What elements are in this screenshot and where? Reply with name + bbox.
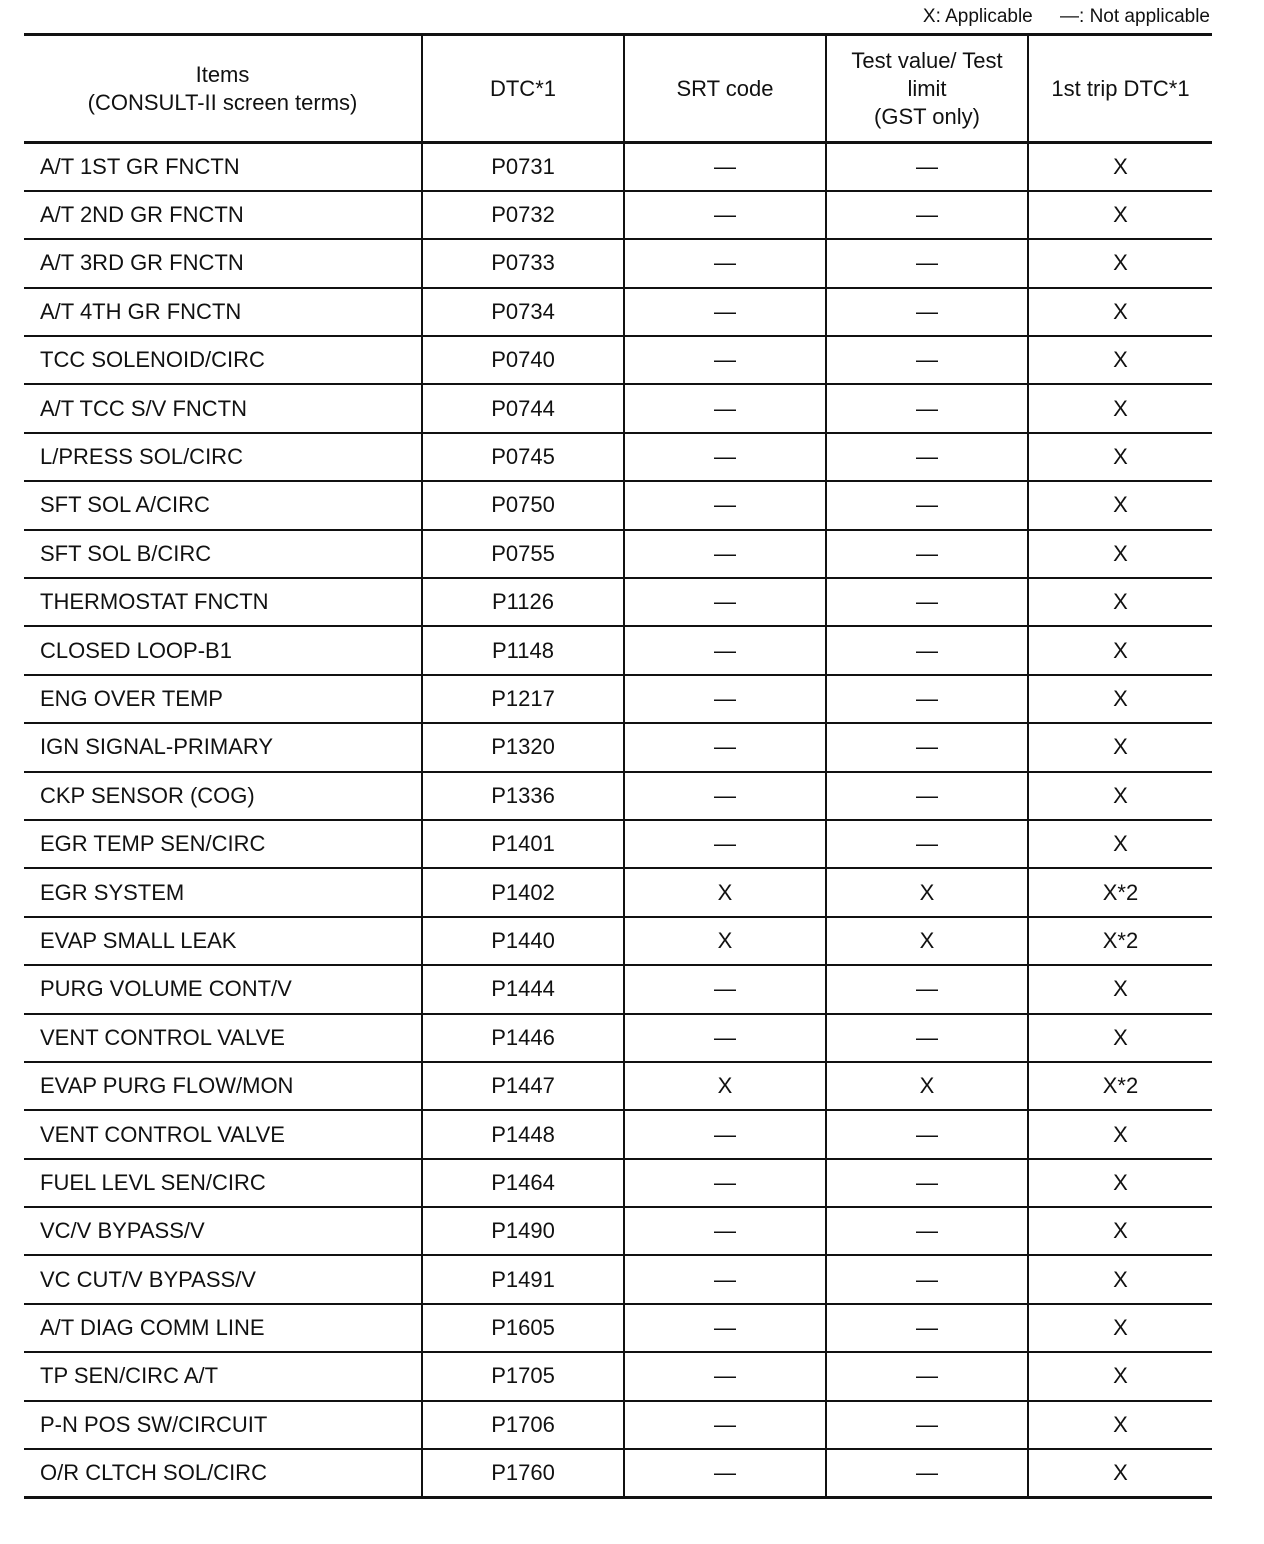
cell-dtc: P0745 [422,433,624,481]
cell-dtc: P1490 [422,1207,624,1255]
cell-1st-trip-dtc: X [1028,433,1212,481]
cell-test-value: X [826,917,1028,965]
cell-dtc: P0755 [422,530,624,578]
cell-srt-code: — [624,1401,826,1449]
cell-1st-trip-dtc: X [1028,820,1212,868]
cell-srt-code: — [624,143,826,191]
cell-1st-trip-dtc: X [1028,1304,1212,1352]
table-row [24,820,1212,868]
cell-test-value: X [826,1062,1028,1110]
table-row [24,868,1212,916]
cell-item: A/T 3RD GR FNCTN [24,239,422,287]
header-test-value: Test value/ Test limit (GST only) [826,35,1028,143]
cell-item: A/T TCC S/V FNCTN [24,384,422,432]
cell-1st-trip-dtc: X [1028,675,1212,723]
cell-test-value: — [826,143,1028,191]
cell-dtc: P0744 [422,384,624,432]
table-header [24,35,1212,143]
cell-srt-code: X [624,1062,826,1110]
cell-1st-trip-dtc: X [1028,481,1212,529]
cell-srt-code: — [624,530,826,578]
cell-item: VC CUT/V BYPASS/V [24,1255,422,1303]
cell-srt-code: X [624,868,826,916]
cell-srt-code: — [624,772,826,820]
cell-test-value: — [826,530,1028,578]
cell-dtc: P1705 [422,1352,624,1400]
cell-srt-code: — [624,1449,826,1497]
cell-srt-code: — [624,1159,826,1207]
cell-dtc: P1440 [422,917,624,965]
cell-srt-code: — [624,1255,826,1303]
cell-item: VC/V BYPASS/V [24,1207,422,1255]
cell-1st-trip-dtc: X [1028,772,1212,820]
cell-test-value: — [826,336,1028,384]
cell-srt-code: — [624,578,826,626]
cell-srt-code: — [624,384,826,432]
cell-srt-code: — [624,1352,826,1400]
table-row [24,288,1212,336]
cell-dtc: P1401 [422,820,624,868]
cell-test-value: — [826,820,1028,868]
header-row [24,35,1212,143]
cell-test-value: — [826,578,1028,626]
cell-test-value: — [826,1207,1028,1255]
cell-item: A/T 1ST GR FNCTN [24,143,422,191]
cell-item: CLOSED LOOP-B1 [24,626,422,674]
table-row [24,723,1212,771]
cell-item: ENG OVER TEMP [24,675,422,723]
cell-1st-trip-dtc: X [1028,1014,1212,1062]
cell-dtc: P1148 [422,626,624,674]
legend-not-applicable: —: Not applicable [1060,6,1210,27]
cell-dtc: P1444 [422,965,624,1013]
cell-dtc: P0733 [422,239,624,287]
cell-test-value: X [826,868,1028,916]
cell-test-value: — [826,433,1028,481]
legend-applicable: X: Applicable [922,6,1033,27]
header-1st-trip-dtc: 1st trip DTC*1 [1028,35,1212,143]
cell-dtc: P1402 [422,868,624,916]
cell-1st-trip-dtc: X*2 [1028,868,1212,916]
table-row [24,433,1212,481]
cell-item: EGR TEMP SEN/CIRC [24,820,422,868]
table-row [24,384,1212,432]
cell-test-value: — [826,239,1028,287]
cell-dtc: P1336 [422,772,624,820]
table-row [24,1304,1212,1352]
table-row [24,917,1212,965]
cell-1st-trip-dtc: X [1028,1255,1212,1303]
cell-1st-trip-dtc: X*2 [1028,1062,1212,1110]
cell-dtc: P0734 [422,288,624,336]
cell-srt-code: — [624,1110,826,1158]
cell-1st-trip-dtc: X [1028,384,1212,432]
cell-test-value: — [826,1304,1028,1352]
table-row [24,578,1212,626]
cell-item: A/T 2ND GR FNCTN [24,191,422,239]
cell-test-value: — [826,481,1028,529]
cell-test-value: — [826,1110,1028,1158]
cell-srt-code: — [624,1207,826,1255]
cell-item: PURG VOLUME CONT/V [24,965,422,1013]
table-row [24,1255,1212,1303]
cell-1st-trip-dtc: X [1028,530,1212,578]
cell-srt-code: — [624,288,826,336]
cell-test-value: — [826,1159,1028,1207]
table-row [24,772,1212,820]
cell-dtc: P1464 [422,1159,624,1207]
table-row [24,1110,1212,1158]
cell-srt-code: X [624,917,826,965]
table-row [24,1449,1212,1497]
cell-item: TCC SOLENOID/CIRC [24,336,422,384]
cell-test-value: — [826,965,1028,1013]
cell-1st-trip-dtc: X [1028,1207,1212,1255]
cell-srt-code: — [624,626,826,674]
cell-srt-code: — [624,336,826,384]
cell-item: O/R CLTCH SOL/CIRC [24,1449,422,1497]
cell-item: VENT CONTROL VALVE [24,1014,422,1062]
cell-item: CKP SENSOR (COG) [24,772,422,820]
cell-srt-code: — [624,239,826,287]
cell-test-value: — [826,626,1028,674]
cell-dtc: P1217 [422,675,624,723]
table-row [24,481,1212,529]
cell-item: A/T 4TH GR FNCTN [24,288,422,336]
cell-test-value: — [826,288,1028,336]
cell-test-value: — [826,1352,1028,1400]
cell-srt-code: — [624,433,826,481]
cell-dtc: P1446 [422,1014,624,1062]
cell-test-value: — [826,1401,1028,1449]
cell-test-value: — [826,675,1028,723]
cell-item: EVAP SMALL LEAK [24,917,422,965]
cell-item: SFT SOL B/CIRC [24,530,422,578]
cell-1st-trip-dtc: X [1028,288,1212,336]
cell-1st-trip-dtc: X [1028,1159,1212,1207]
table-row [24,1062,1212,1110]
cell-item: A/T DIAG COMM LINE [24,1304,422,1352]
table-row [24,336,1212,384]
cell-item: SFT SOL A/CIRC [24,481,422,529]
table-row [24,626,1212,674]
cell-dtc: P0732 [422,191,624,239]
cell-1st-trip-dtc: X*2 [1028,917,1212,965]
cell-1st-trip-dtc: X [1028,723,1212,771]
table-row [24,675,1212,723]
cell-test-value: — [826,191,1028,239]
cell-1st-trip-dtc: X [1028,336,1212,384]
cell-srt-code: — [624,723,826,771]
table-row [24,239,1212,287]
cell-item: TP SEN/CIRC A/T [24,1352,422,1400]
cell-srt-code: — [624,191,826,239]
cell-dtc: P1760 [422,1449,624,1497]
cell-dtc: P1491 [422,1255,624,1303]
cell-item: L/PRESS SOL/CIRC [24,433,422,481]
cell-test-value: — [826,1255,1028,1303]
table-body [24,143,1212,1498]
cell-srt-code: — [624,481,826,529]
cell-dtc: P0740 [422,336,624,384]
cell-test-value: — [826,1449,1028,1497]
cell-item: EVAP PURG FLOW/MON [24,1062,422,1110]
cell-dtc: P0750 [422,481,624,529]
cell-1st-trip-dtc: X [1028,1401,1212,1449]
cell-srt-code: — [624,965,826,1013]
cell-dtc: P1447 [422,1062,624,1110]
cell-test-value: — [826,772,1028,820]
cell-1st-trip-dtc: X [1028,1110,1212,1158]
cell-item: VENT CONTROL VALVE [24,1110,422,1158]
cell-item: FUEL LEVL SEN/CIRC [24,1159,422,1207]
cell-1st-trip-dtc: X [1028,143,1212,191]
cell-1st-trip-dtc: X [1028,965,1212,1013]
cell-item: THERMOSTAT FNCTN [24,578,422,626]
header-items: Items (CONSULT-II screen terms) [24,35,422,143]
header-dtc: DTC*1 [422,35,624,143]
table-row [24,1014,1212,1062]
cell-test-value: — [826,384,1028,432]
cell-dtc: P0731 [422,143,624,191]
cell-1st-trip-dtc: X [1028,1352,1212,1400]
table-row [24,1159,1212,1207]
cell-dtc: P1706 [422,1401,624,1449]
cell-dtc: P1320 [422,723,624,771]
cell-test-value: — [826,723,1028,771]
cell-srt-code: — [624,820,826,868]
table-row [24,965,1212,1013]
table-row [24,1401,1212,1449]
cell-1st-trip-dtc: X [1028,1449,1212,1497]
dtc-table [24,33,1212,1499]
cell-item: IGN SIGNAL-PRIMARY [24,723,422,771]
cell-1st-trip-dtc: X [1028,239,1212,287]
cell-1st-trip-dtc: X [1028,578,1212,626]
header-srt-code: SRT code [624,35,826,143]
table-row [24,530,1212,578]
cell-1st-trip-dtc: X [1028,191,1212,239]
cell-srt-code: — [624,1304,826,1352]
table-row [24,1207,1212,1255]
table-row [24,1352,1212,1400]
cell-dtc: P1126 [422,578,624,626]
cell-item: P-N POS SW/CIRCUIT [24,1401,422,1449]
cell-srt-code: — [624,675,826,723]
cell-test-value: — [826,1014,1028,1062]
legend [901,6,1210,28]
table-row [24,191,1212,239]
cell-srt-code: — [624,1014,826,1062]
cell-dtc: P1448 [422,1110,624,1158]
cell-1st-trip-dtc: X [1028,626,1212,674]
cell-item: EGR SYSTEM [24,868,422,916]
cell-dtc: P1605 [422,1304,624,1352]
table-row [24,143,1212,191]
